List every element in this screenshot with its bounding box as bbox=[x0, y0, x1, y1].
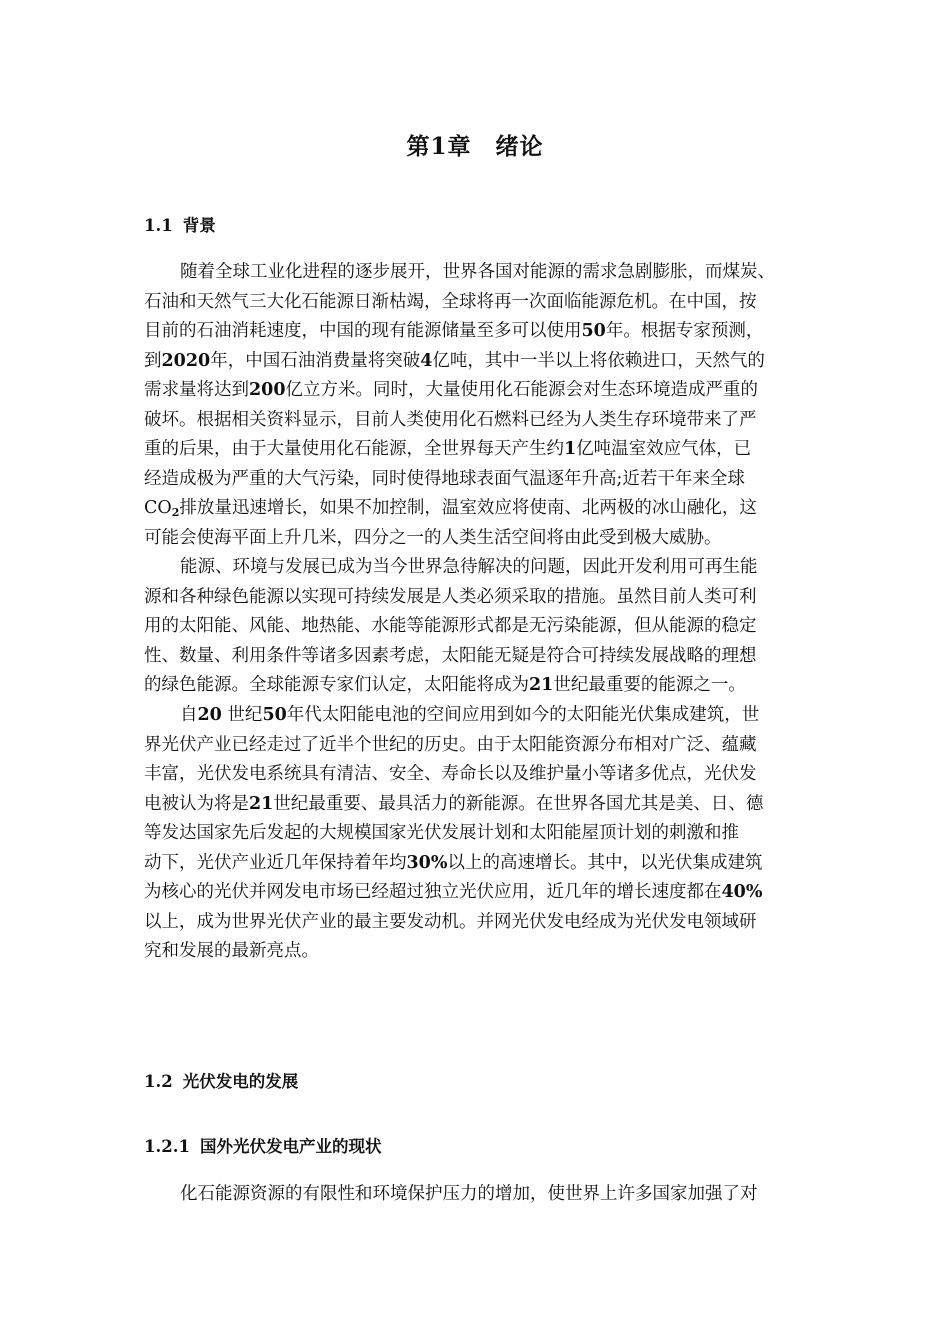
text-line: 等发达国家先后发起的大规模国家光伏发展计划和太阳能屋顶计划的刺激和推 bbox=[144, 823, 739, 843]
section-title: 国外光伏发电产业的现状 bbox=[199, 1137, 382, 1156]
text-line: 究和发展的最新亮点。 bbox=[144, 941, 319, 961]
paragraph-background bbox=[144, 258, 806, 553]
text-line: 性、数量、利用条件等诸多因素考虑，太阳能无疑是符合可持续发展战略的理想 bbox=[144, 645, 757, 666]
text-line: 的绿色能源。全球能源专家们认定，太阳能将成为21世纪最重要的能源之一。 bbox=[144, 675, 746, 695]
chapter-name: 绪论 bbox=[495, 133, 544, 160]
section-heading-1-1 bbox=[144, 212, 216, 236]
text-line: 重的后果，由于大量使用化石能源，全世界每天产生约1亿吨温室效应气体，已 bbox=[144, 439, 752, 459]
section-number: 1.1 bbox=[144, 216, 173, 235]
text-line: 为核心的光伏并网发电市场已经超过独立光伏应用，近几年的增长速度都在40% bbox=[144, 882, 763, 902]
paragraph-pv-industry bbox=[144, 701, 806, 967]
text-line: 可能会使海平面上升几米，四分之一的人类生活空间将由此受到极大威胁。 bbox=[144, 527, 722, 548]
chapter-number: 第1章 bbox=[406, 133, 472, 160]
text-line-co2 bbox=[144, 494, 806, 524]
text-line: 随着全球工业化进程的逐步展开，世界各国对能源的需求急剧膨胀，而煤炭、 bbox=[180, 262, 775, 282]
text-line: 破坏。根据相关资料显示，目前人类使用化石燃料已经为人类生存环境带来了严 bbox=[144, 409, 757, 430]
text-line: 化石能源资源的有限性和环境保护压力的增加，使世界上许多国家加强了对 bbox=[180, 1184, 758, 1204]
section-title: 背景 bbox=[182, 216, 216, 235]
paragraph-energy-environment bbox=[144, 553, 806, 701]
co2-subscript: 2 bbox=[171, 506, 180, 519]
section-heading-1-2-1 bbox=[144, 1133, 381, 1157]
chapter-title bbox=[0, 128, 950, 161]
text-line: 动下，光伏产业近几年保持着年均30%以上的高速增长。其中，以光伏集成建筑 bbox=[144, 852, 763, 873]
text-line: 用的太阳能、风能、地热能、水能等能源形式都是无污染能源，但从能源的稳定 bbox=[144, 616, 757, 636]
text-line: 自20 世纪50年代太阳能电池的空间应用到如今的太阳能光伏集成建筑，世 bbox=[180, 705, 760, 725]
text-line: 需求量将达到200亿立方米。同时，大量使用化石能源会对生态环境造成严重的 bbox=[144, 380, 759, 400]
paragraph-foreign-pv bbox=[144, 1180, 806, 1210]
text-line: 目前的石油消耗速度，中国的现有能源储量至多可以使用50年。根据专家预测， bbox=[144, 321, 764, 341]
section-heading-1-2 bbox=[144, 1068, 298, 1092]
text-line: 到2020年，中国石油消费量将突破4亿吨，其中一半以上将依赖进口，天然气的 bbox=[144, 350, 765, 371]
text-line: 界光伏产业已经走过了近半个世纪的历史。由于太阳能资源分布相对广泛、蕴藏 bbox=[144, 734, 757, 755]
co2-text: CO bbox=[144, 498, 172, 518]
text-run: 排放量迅速增长，如果不加控制，温室效应将使南、北两极的冰山融化，这 bbox=[179, 498, 757, 518]
text-line: 源和各种绿色能源以实现可持续发展是人类必须采取的措施。虽然目前人类可利 bbox=[144, 586, 757, 607]
section-number: 1.2 bbox=[144, 1072, 173, 1091]
text-line: 以上，成为世界光伏产业的最主要发动机。并网光伏发电经成为光伏发电领域研 bbox=[144, 911, 757, 932]
section-number: 1.2.1 bbox=[144, 1137, 190, 1156]
text-line: 电被认为将是21世纪最重要、最具活力的新能源。在世界各国尤其是美、日、德 bbox=[144, 793, 764, 814]
text-line: 经造成极为严重的大气污染，同时使得地球表面气温逐年升高;近若干年来全球 bbox=[144, 468, 745, 489]
text-line: 丰富，光伏发电系统具有清洁、安全、寿命长以及维护量小等诸多优点，光伏发 bbox=[144, 764, 757, 784]
text-line: 石油和天然气三大化石能源日渐枯竭，全球将再一次面临能源危机。在中国，按 bbox=[144, 291, 757, 312]
section-title: 光伏发电的发展 bbox=[182, 1072, 299, 1091]
text-line: 能源、环境与发展已成为当今世界急待解决的问题，因此开发利用可再生能 bbox=[180, 557, 758, 577]
